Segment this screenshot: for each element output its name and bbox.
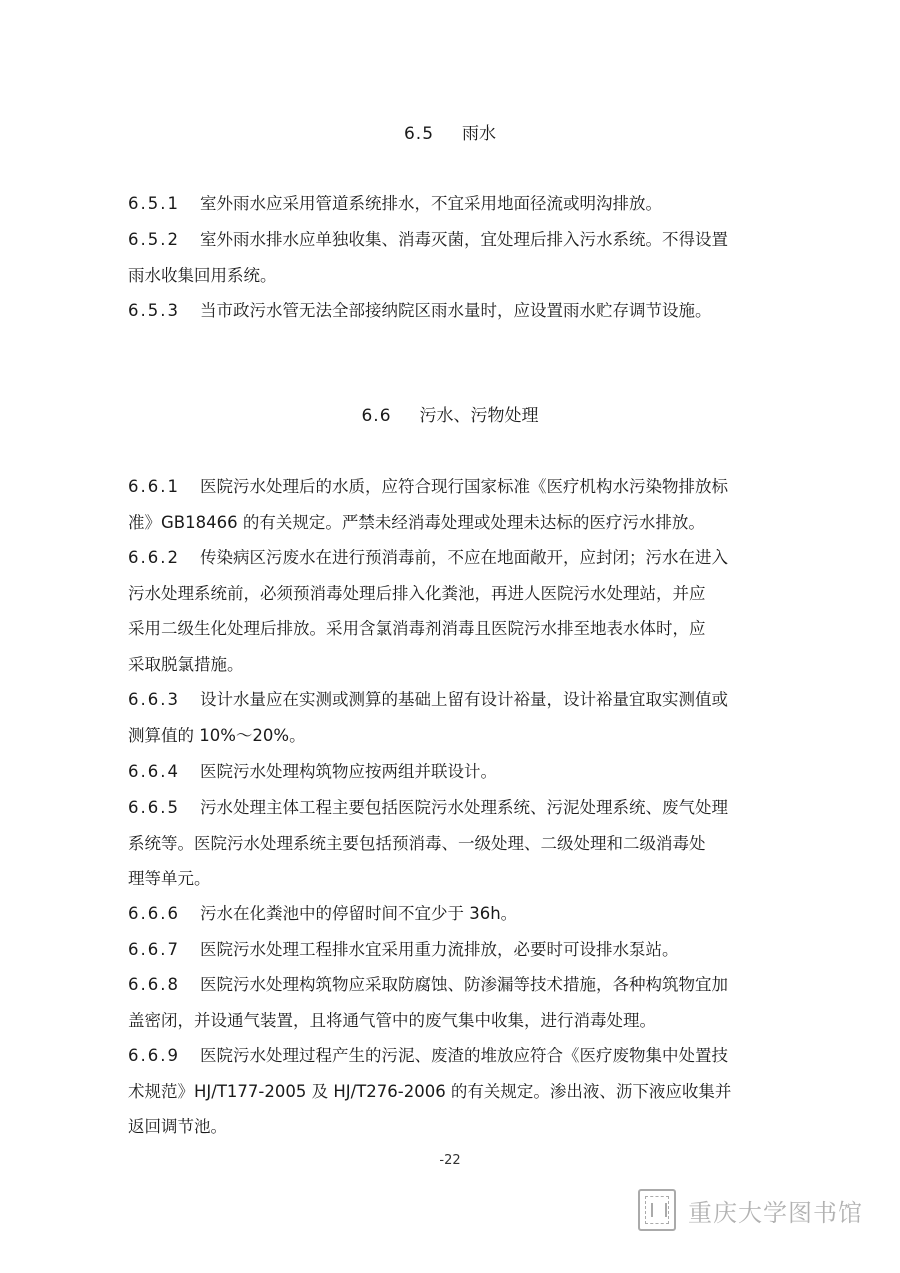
clause-6-5-2 (128, 222, 774, 293)
section-title: 污水、污物处理 (419, 406, 539, 426)
clause-text: 采取脱氯措施。 (128, 654, 244, 674)
clause-text: 污水在化粪池中的停留时间不宜少于 36h。 (199, 904, 518, 923)
clause-text: 盖密闭，并设通气装置，且将通气管中的废气集中收集，进行消毒处理。 (128, 1010, 656, 1030)
clause-text: 理等单元。 (128, 869, 211, 888)
clause-text: 污水处理系统前，必须预消毒处理后排入化粪池，再进人医院污水处理站，并应 (128, 583, 706, 603)
clause-text: 医院污水处理过程产生的污泥、废渣的堆放应符合《医疗废物集中处置技 (199, 1046, 728, 1065)
clause-number: 6.6.3 (128, 690, 180, 709)
clause-6-6-3 (128, 682, 774, 753)
clause-text: 污水处理主体工程主要包括医院污水处理系统、污泥处理系统、废气处理 (199, 798, 728, 817)
clause-text: 医院污水处理构筑物应按两组并联设计。 (199, 762, 497, 781)
clause-number: 6.6.6 (128, 904, 180, 923)
section-heading-6-5 (0, 122, 900, 146)
clause-text: 室外雨水应采用管道系统排水，不宜采用地面径流或明沟排放。 (199, 194, 662, 213)
clause-text: 术规范》HJ/T177-2005 及 HJ/T276-2006 的有关规定。渗出液、沥下液应收集并 (128, 1081, 732, 1101)
clause-number: 6.6.2 (128, 548, 180, 567)
clause-number: 6.5.1 (128, 194, 180, 213)
clause-number: 6.6.7 (128, 940, 180, 959)
clause-text: 系统等。医院污水处理系统主要包括预消毒、一级处理、二级处理和二级消毒处 (128, 833, 706, 853)
clause-6-6-9 (128, 1038, 774, 1145)
clause-number: 6.5.3 (128, 301, 180, 320)
clause-number: 6.6.5 (128, 798, 180, 817)
watermark-text: 重庆大学图书馆 (688, 1198, 863, 1227)
library-watermark (638, 1184, 878, 1236)
clause-text: 准》GB18466 的有关规定。严禁未经消毒处理或处理未达标的医疗污水排放。 (128, 512, 705, 532)
clause-text: 测算值的 10%～20%。 (128, 725, 306, 745)
clause-text: 返回调节池。 (128, 1117, 227, 1136)
clause-text: 医院污水处理后的水质，应符合现行国家标准《医疗机构水污染物排放标 (199, 477, 728, 496)
section-number: 6.6 (361, 406, 392, 426)
clause-6-6-8 (128, 967, 774, 1038)
clause-number: 6.6.1 (128, 477, 180, 496)
clause-text: 采用二级生化处理后排放。采用含氯消毒剂消毒且医院污水排至地表水体时，应 (128, 619, 706, 638)
clause-text: 当市政污水管无法全部接纳院区雨水量时，应设置雨水贮存调节设施。 (199, 301, 712, 320)
clause-text: 医院污水处理构筑物应采取防腐蚀、防渗漏等技术措施，各种构筑物宜加 (199, 975, 728, 994)
section-heading-6-6 (0, 404, 900, 428)
clause-text: 雨水收集回用系统。 (128, 265, 277, 285)
clause-text: 室外雨水排水应单独收集、消毒灭菌，宜处理后排入污水系统。不得设置 (199, 230, 728, 249)
clause-6-6-4 (128, 754, 774, 790)
section-title: 雨水 (462, 124, 497, 144)
clause-6-5-3 (128, 293, 774, 329)
clause-6-6-1 (128, 469, 774, 540)
clause-6-6-5 (128, 790, 774, 897)
clause-text: 设计水量应在实测或测算的基础上留有设计裕量，设计裕量宜取实测值或 (199, 690, 728, 709)
clause-number: 6.6.9 (128, 1046, 180, 1065)
clause-6-6-7 (128, 932, 774, 968)
clause-number: 6.5.2 (128, 230, 180, 249)
clause-6-6-2 (128, 540, 774, 682)
clause-6-5-1 (128, 186, 774, 222)
clause-number: 6.6.4 (128, 762, 180, 781)
clause-number: 6.6.8 (128, 975, 180, 994)
library-seal-icon (638, 1189, 676, 1231)
clause-text: 传染病区污废水在进行预消毒前，不应在地面敞开，应封闭；污水在进入 (199, 548, 728, 567)
section-number: 6.5 (403, 124, 435, 144)
clause-6-6-6 (128, 896, 774, 932)
page-number: -22 (439, 1153, 461, 1168)
clause-text: 医院污水处理工程排水宜采用重力流排放，必要时可设排水泵站。 (199, 940, 679, 959)
